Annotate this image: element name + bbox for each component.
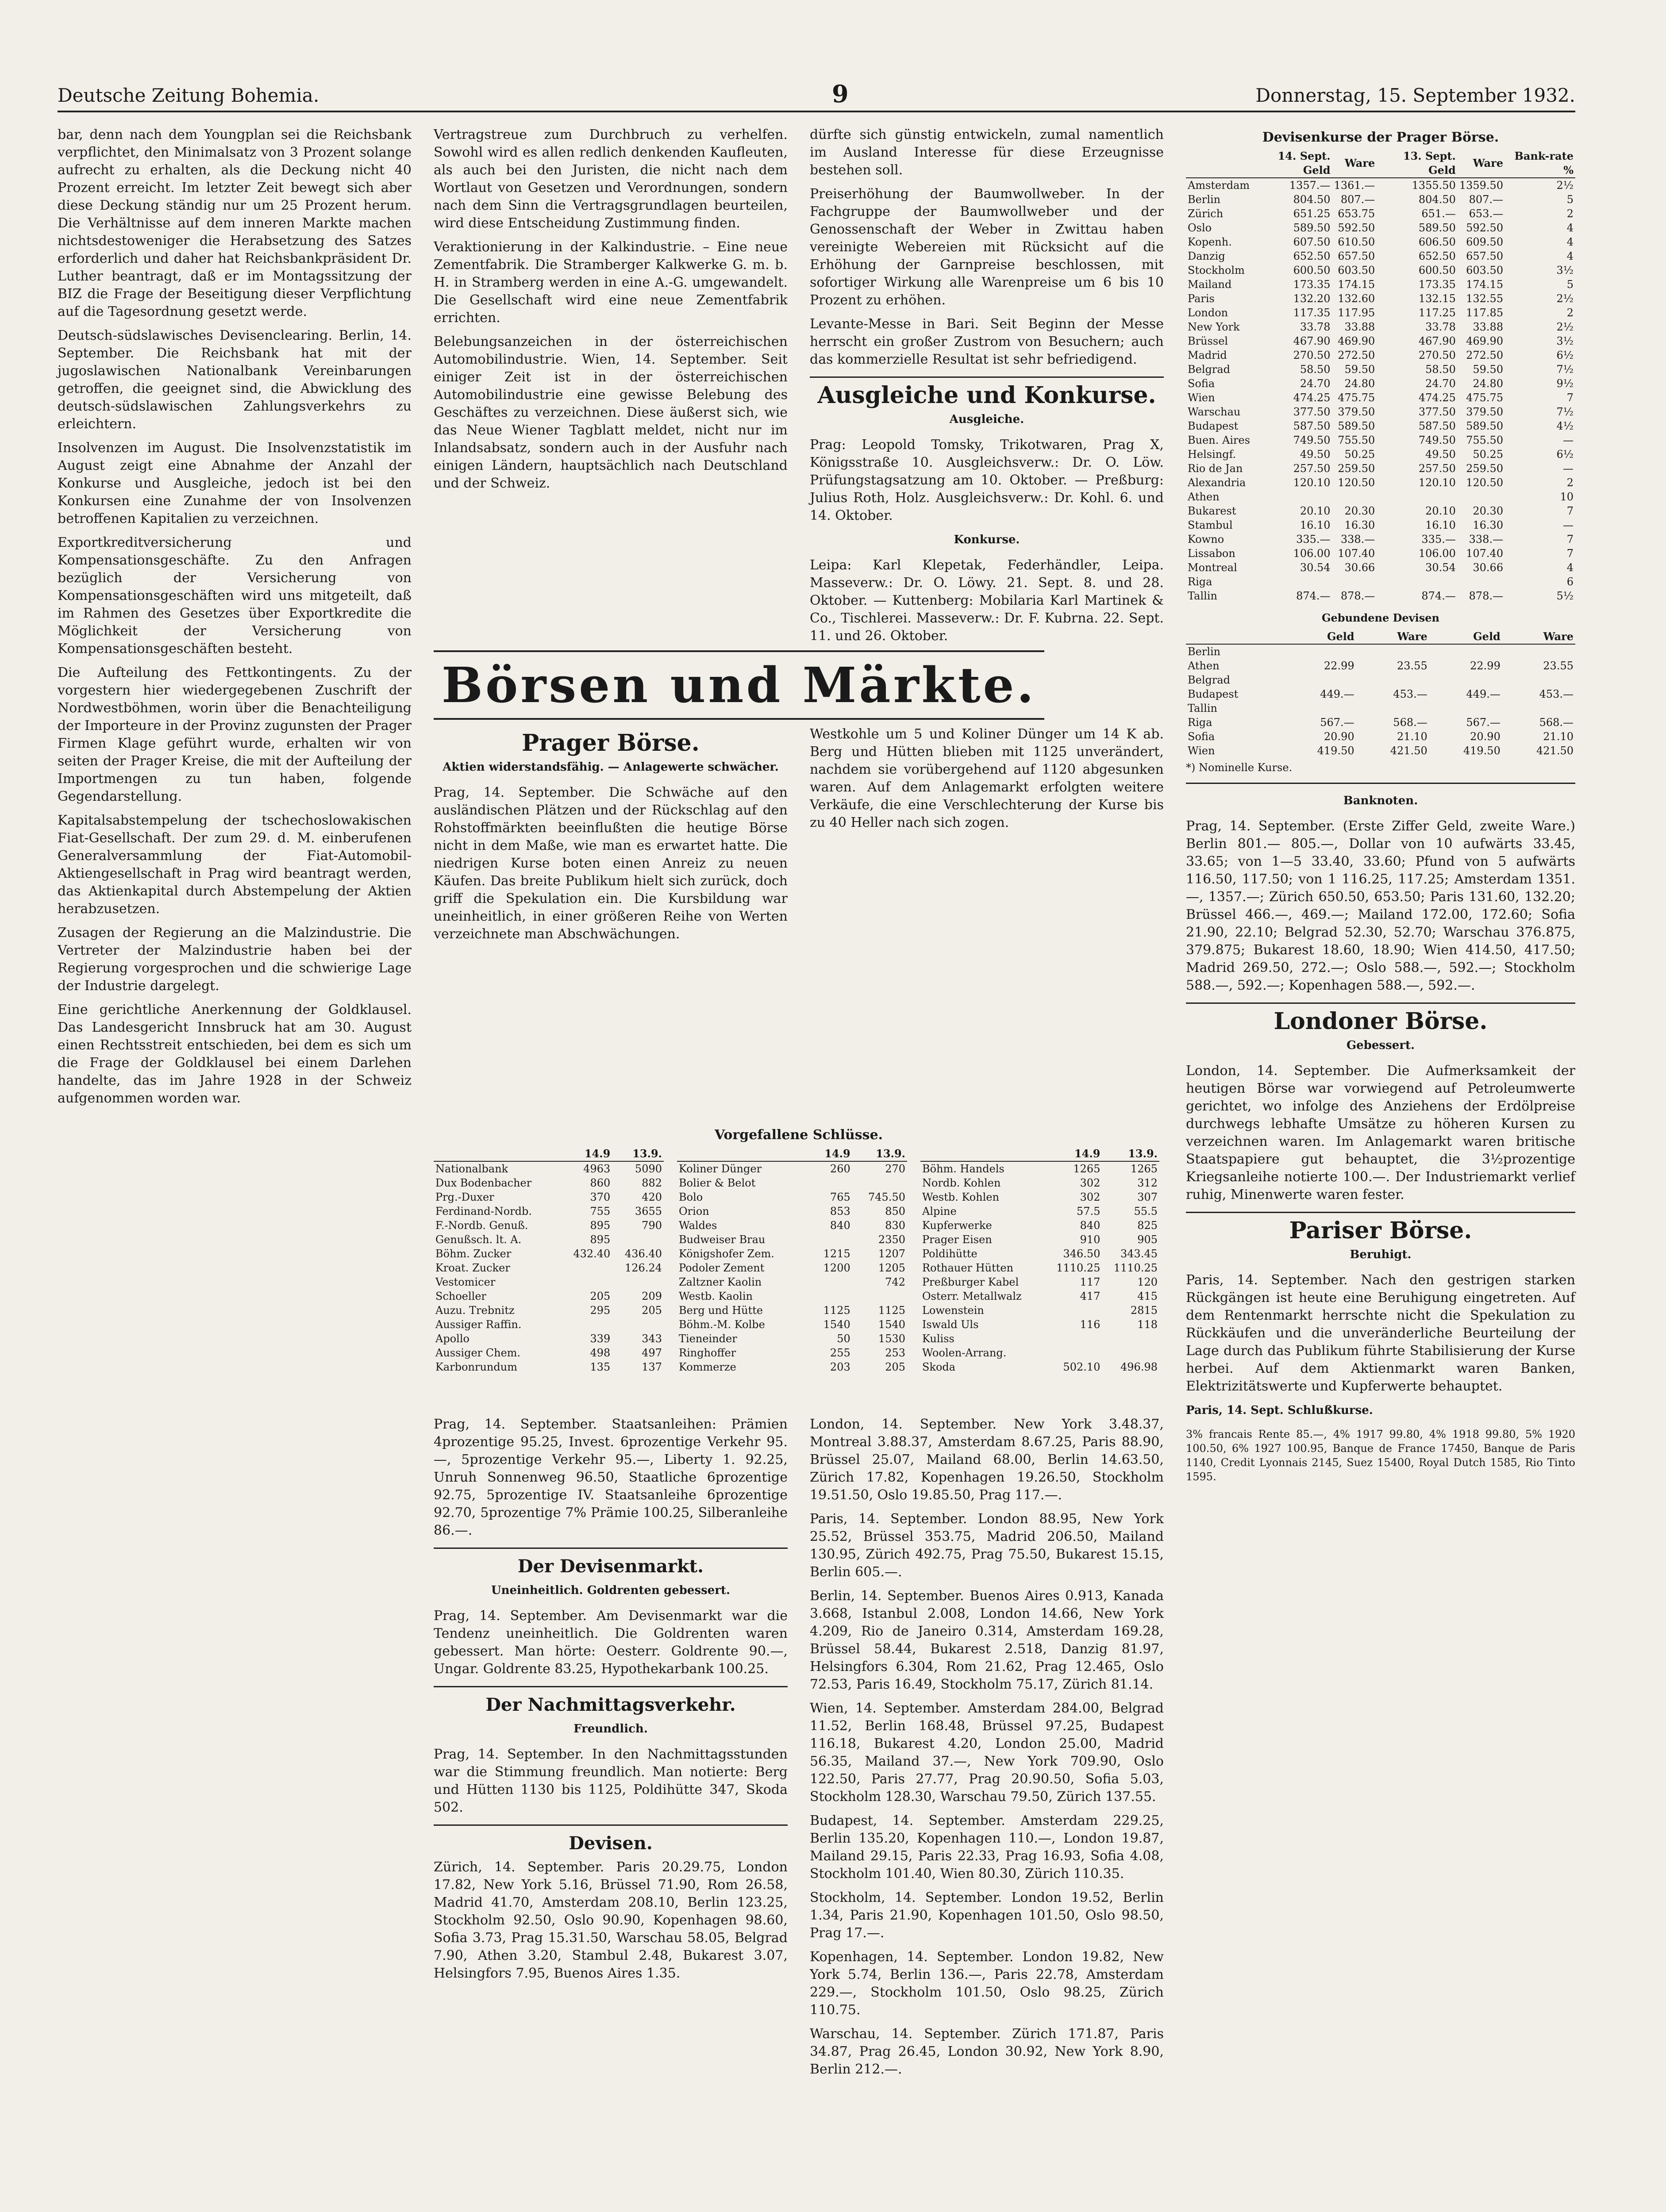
devisen-row: Belgrad 58.50 59.50 58.50 59.50 7½ [1188,363,1574,376]
schluesse-row: Böhm. Zucker 432.40 436.40 [435,1248,662,1260]
banknoten-title: Banknoten. [1343,794,1418,807]
schluesse-row: Kroat. Zucker 126.24 [435,1262,662,1274]
schluesse-row: Westb. Kohlen 302 307 [922,1191,1158,1203]
city-report: London, 14. September. New York 3.48.37, Montreal 3.88.37, Amsterdam 8.67.25, Paris 88.90, Brüssel 25.07, Mailand 68.00, Berlin 14.63.50, Zürich 17.82, Kopenhagen 19.26.50, Stockholm 19.51.50, Oslo 19.85.50, Prag 117.—. [810,1417,1164,1503]
ausgleiche-body: Prag: Leopold Tomsky, Trikotwaren, Prag X, Königsstraße 10. Ausgleichsverw.: Dr. O. Löw. Prüfungstagsatzung am 10. Oktober. — Preßburg: Julius Roth, Holz. Ausgleichsverw.: Dr. Kohl. 6. und 14. Oktober. [810,437,1164,523]
devisen-row: Berlin 804.50 807.— 804.50 807.— 5 [1188,193,1574,206]
devisen-title: Devisen. [569,1833,653,1854]
ausgleiche-title: Ausgleiche und Konkurse. [817,382,1156,409]
divider [1186,1002,1575,1004]
schluesse-row: Aussiger Raffin. [435,1318,522,1331]
schluesse-row: Bolo 765 745.50 [679,1191,905,1203]
banknoten-body: Prag, 14. September. (Erste Ziffer Geld, zweite Ware.) Berlin 801.— 805.—, Dollar von 10 aufwärts 33.45, 33.65; von 1—5 33.40, 33.60; Pfund von 5 aufwärts 116.50, 117.50; von 1 116.25, 117.25; Amsterdam 1351.—, 1357.—; Zürich 650.50, 653.50; Paris 131.60, 132.20; Brüssel 466.—, 469.—; Mailand 172.00, 172.60; Sofia 21.90, 22.10; Belgrad 52.30, 52.70; Warschau 376.875, 379.875; Bukarest 18.60, 18.90; Wien 414.50, 417.50; Madrid 269.50, 272.—; Oslo 588.—, 592.—; Stockholm 588.—, 592.—; Kopenhagen 588.—, 592.—. [1186,818,1575,993]
schluesse-row: Zaltzner Kaolin 742 [679,1276,905,1288]
schluesse-row: Budweiser Brau 2350 [679,1233,905,1246]
gebundene-row: Sofia 20.90 21.10 20.90 21.10 [1188,730,1574,743]
article: bar, denn nach dem Youngplan sei die Reichsbank verpflichtet, den Minimalsatz von 3 Prozent solange aufrecht zu erhalten, als die Deckung nicht 40 Prozent erreicht. Im letzter Zeit bewegt sich aber diese Deckung ständig nur um 25 Prozent herum. Die Verhältnisse auf dem inneren Markte machen nichtsdestoweniger die Herabsetzung des Satzes erforderlich und daher hat Reichsbankpräsident Dr. Luther beantragt, daß er im Montagssitzung der BIZ die Frage der Beseitigung dieser Verpflichtung auf die Tagesordnung gesetzt werde. [58,127,412,319]
devisen-row: Mailand 173.35 174.15 173.35 174.15 5 [1188,278,1574,291]
prager-boerse-cont [810,726,1164,838]
devisen-row: Athen 10 [1188,491,1574,503]
gebundene-row: Belgrad [1188,674,1231,686]
devisen-table: 14. Sept. Geld Ware 13. Sept. Geld Ware Bank-rate % Amsterdam 1357.— 1361.— 1355.50 1359.50 2½ Berlin 804.50 807.— 804.50 807.— 5 Zürich 651.25 653.75 651.— 653.— 2 Oslo 589.50 592.50 589.50 592.50 4 Kopenh. 607.50 610.50 606.50 609.50 4 Danzig 652.50 657.50 652.50 657.50 4 Stockholm 600.50 603.50 600.50 603.50 3½ Mailand 173.35 174.15 173.35 174.15 5 Paris 132.20 132.60 132.15 132.55 2½ London 117.35 117.95 117.25 117.85 2 New York 33.78 33.88 33.78 33.88 2½ Brüssel 467.90 469.90 467.90 469.90 3½ Madrid 270.50 272.50 270.50 272.50 6½ Belgrad 58.50 59.50 58.50 59.50 7½ Sofia 24.70 24.80 24.70 24.80 9½ Wien 474.25 475.75 474.25 475.75 7 Warschau 377.50 379.50 377.50 379.50 7½ Budapest 587.50 589.50 587.50 589.50 4½ Buen. Aires 749.50 755.50 749.50 755.50 — Helsingf. 49.50 50.25 49.50 50.25 6½ Rio de Jan 257.50 259.50 257.50 259.50 — Alexandria 120.10 120.50 120.10 120.50 2 Athen 10 Bukarest 20.10 20.30 20.10 20.30 7 Stambul 16.10 16.30 16.10 16.30 — Kowno 335.— 338.— 335.— 338.— 7 Lissabon 106.00 107.40 106.00 107.40 7 Montreal 30.54 30.66 30.54 30.66 4 Riga 6 Tallin 874.— 878.— 874.— 878.— 5½ [1186,149,1575,603]
devisen-row: Wien 474.25 475.75 474.25 475.75 7 [1188,392,1574,404]
schluesse-row: Iswald Uls 116 118 [922,1318,1158,1331]
schluesse-table-b: 14.9 13.9. Koliner Dünger 260 270 Bolier & Belot Bolo 765 745.50 Orion 853 850 Waldes 840 830 Budweiser Brau 2350 Königshofer Zem. 1215 1207 Podoler Zement 1200 1205 Zaltzner Kaolin 742 Westb. Kaolin Berg und Hütte 1125 1125 Böhm.-M. Kolbe 1540 1540 Tieneinder 50 1530 Ringhoffer 255 253 Kommerze 203 205 [677,1147,907,1374]
article: Belebungsanzeichen in der österreichischen Automobilindustrie. Wien, 14. September. Seit einiger Zeit ist in der österreichischen Automobilindustrie eine gewisse Belebung des Geschäftes zu verzeichnen. Diese äußerst sich, wie das Neue Wiener Tagblatt meldet, nicht nur im Inlandsabsatz, sondern auch in der Ausfuhr nach einigen Ländern, hauptsächlich nach Deutschland und der Schweiz. [434,334,788,491]
devisen-row: Bukarest 20.10 20.30 20.10 20.30 7 [1188,505,1574,517]
schluesse-row: Bolier & Belot [679,1177,756,1189]
paris-kurse: 3% francais Rente 85.—, 4% 1917 99.80, 4% 1918 99.80, 5% 1920 100.50, 6% 1927 100.95, Banque de France 17450, Banque de Paris 1140, Credit Lyonnais 2145, Suez 15400, Royal Dutch 1585, Rio Tinto 1595. [1186,1428,1575,1483]
ausgleiche-subtitle: Ausgleiche. [949,413,1024,426]
devisen-row: Amsterdam 1357.— 1361.— 1355.50 1359.50 2½ [1188,179,1574,192]
devisenmarkt-title: Der Devisenmarkt. [517,1556,704,1577]
schluesse-row: Rothauer Hütten 1110.25 1110.25 [922,1262,1158,1274]
schluesse-row: Prg.-Duxer 370 420 [435,1191,662,1203]
devisen-row: Stockholm 600.50 603.50 600.50 603.50 3½ [1188,264,1574,276]
devisen-row: Kowno 335.— 338.— 335.— 338.— 7 [1188,533,1574,545]
schluesse-row: Alpine 57.5 55.5 [922,1205,1158,1217]
devisen-table-title: Devisenkurse der Prager Börse. [1262,130,1499,145]
article: Vertragstreue zum Durchbruch zu verhelfen. Sowohl wird es allen redlich denkenden Kaufleuten, als auch bei den Juristen, die nicht nach dem Wortlaut von Gesetzen und Verordnungen, sondern nach dem Sinn die Vertragsgrundlagen beurteilen, wird diese Entscheidung Zustimmung finden. [434,127,788,231]
column-3-lower [810,1416,1164,2085]
article: Kapitalsabstempelung der tschechoslowakischen Fiat-Gesellschaft. Der zum 29. d. M. einberufenen Generalversammlung der Fiat-Automobil-Aktiengesellschaft in Prag wird beantragt werden, das Aktienkapital durch Abstempelung der Aktien herabzusetzen. [58,813,412,917]
article: dürfte sich günstig entwickeln, zumal namentlich im Ausland Interesse für diese Erzeugnisse bestehen soll. [810,127,1164,178]
gebundene-row: Berlin [1188,645,1221,658]
gebundene-row: Riga 567.— 568.— 567.— 568.— [1188,716,1574,729]
city-report: Berlin, 14. September. Buenos Aires 0.913, Kanada 3.668, Istanbul 2.008, London 14.66, New York 4.209, Rio de Janeiro 0.314, Amsterdam 169.28, Brüssel 58.44, Bukarest 2.518, Danzig 81.97, Helsingfors 6.304, Rom 21.62, Prag 12.465, Oslo 72.53, Paris 16.49, Stockholm 75.17, Zürich 81.14. [810,1588,1164,1692]
prager-subtitle: Aktien widerstandsfähig. — Anlagewerte schwächer. [442,760,779,774]
newspaper-name: Deutsche Zeitung Bohemia. [58,84,319,106]
schluesse-row: F.-Nordb. Genuß. 895 790 [435,1219,662,1232]
article: Die Aufteilung des Fettkontingents. Zu der vorgestern hier wiedergegebenen Zuschrift der Nordwestböhmen, worin über die Benachteiligung der Importeure in der Provinz zugunsten der Prager Firmen Klage geführt wurde, erhalten wir von seiten der Prager Kreise, die mit der Aufteilung der Importmengen zu tun haben, folgende Gegendarstellung. [58,665,412,804]
prager-boerse [434,726,788,949]
schluesse-row: Nordb. Kohlen 302 312 [922,1177,1158,1189]
schluesse-row: Koliner Dünger 260 270 [679,1163,905,1175]
column-1 [58,126,412,1114]
devisen-row: Danzig 652.50 657.50 652.50 657.50 4 [1188,250,1574,262]
gebundene-devisen-title: Gebundene Devisen [1322,611,1439,624]
devisen-row: New York 33.78 33.88 33.78 33.88 2½ [1188,321,1574,333]
divider [810,376,1164,378]
prager-body-2: Westkohle um 5 und Koliner Dünger um 14 K ab. Berg und Hütten blieben mit 1125 unverändert, nachdem sie vorübergehend auf 1120 abgesunken waren. Auf dem Anlagemarkt erfolgten weitere Verkäufe, die eine Verschlechterung der Kurse bis zu 40 Heller nach sich zogen. [810,726,1164,830]
article: Preiserhöhung der Baumwollweber. In der Fachgruppe der Baumwollweber und der Genossenschaft der Weber in Zwittau haben vereinigte Webereien mit Rücksicht auf die Erhöhung der Garnpreise beschlossen, mit sofortiger Wirkung alle Warenpreise um 6 bis 10 Prozent zu erhöhen. [810,186,1164,308]
schluesse-row: Poldihütte 346.50 343.45 [922,1248,1158,1260]
schluesse-row: Schoeller 205 209 [435,1290,662,1302]
schluesse [434,1124,1164,1374]
divider [1186,783,1575,784]
devisen-row: Madrid 270.50 272.50 270.50 272.50 6½ [1188,349,1574,361]
issue-date: Donnerstag, 15. September 1932. [1255,84,1575,106]
schluesse-row: Skoda 502.10 496.98 [922,1361,1158,1373]
section-title-boersen: Börsen und Märkte. [434,650,1044,720]
page-number: 9 [832,80,849,108]
prager-title: Prager Börse. [522,730,700,757]
city-report: Kopenhagen, 14. September. London 19.82, New York 5.74, Berlin 136.—, Paris 22.78, Amsterdam 229.—, Stockholm 101.50, Oslo 98.25, Zürich 110.75. [810,1949,1164,2018]
schluesse-row: Berg und Hütte 1125 1125 [679,1304,905,1317]
schluesse-row: Apollo 339 343 [435,1333,662,1345]
city-report: Wien, 14. September. Amsterdam 284.00, Belgrad 11.52, Berlin 168.48, Brüssel 97.25, Budapest 116.18, Bukarest 4.20, London 25.00, Madrid 56.35, Mailand 37.—, New York 709.90, Oslo 122.50, Paris 27.77, Prag 20.90.50, Sofia 5.03, Stockholm 128.30, Warschau 79.50, Zürich 137.55. [810,1701,1164,1805]
devisen-row: Kopenh. 607.50 610.50 606.50 609.50 4 [1188,236,1574,248]
divider [434,1824,788,1826]
london-title: Londoner Börse. [1274,1008,1488,1035]
schluesse-table-c: 14.9 13.9. Böhm. Handels 1265 1265 Nordb. Kohlen 302 312 Westb. Kohlen 302 307 Alpine 57.5 55.5 Kupferwerke 840 825 Prager Eisen 910 905 Poldihütte 346.50 343.45 Rothauer Hütten 1110.25 1110.25 Preßburger Kabel 117 120 Osterr. Metallwalz 417 415 Lowenstein 2815 Iswald Uls 116 118 Kuliss Woolen-Arrang. Skoda 502.10 496.98 [920,1147,1159,1374]
devisen-row: Riga 6 [1188,576,1574,588]
schluesse-row: Kommerze 203 205 [679,1361,905,1373]
prager-body: Prag, 14. September. Die Schwäche auf den ausländischen Plätzen und der Rückschlag auf den Rohstoffmärkten beeinflußten die heutige Börse nicht in dem Maße, wie man es erwartet hatte. Die niedrigen Kurse boten einen Anreiz zu neuen Käufen. Das breite Publikum hielt sich zurück, doch griff die Spekulation ein. Die Kursbildung war uneinheitlich, in einer größeren Reihe von Werten verzeichnete man Abschwächungen. [434,785,788,942]
schluesse-row: Nationalbank 4963 5090 [435,1163,662,1175]
devisen-row: Stambul 16.10 16.30 16.10 16.30 — [1188,519,1574,531]
devisen-row: Montreal 30.54 30.66 30.54 30.66 4 [1188,561,1574,574]
schluesse-row: Dux Bodenbacher 860 882 [435,1177,662,1189]
devisen-row: London 117.35 117.95 117.25 117.85 2 [1188,307,1574,319]
schluesse-row: Auzu. Trebnitz 295 205 [435,1304,662,1317]
nachmittag-subtitle: Freundlich. [573,1722,648,1736]
paris-title: Pariser Börse. [1289,1217,1472,1244]
schluesse-row: Genußsch. lt. A. 895 [435,1233,611,1246]
schluesse-row: Orion 853 850 [679,1205,905,1217]
article: Levante-Messe in Bari. Seit Beginn der Messe herrscht ein großer Zustrom von Besuchern; auch das kommerzielle Resultat ist sehr befriedigend. [810,316,1164,367]
gebundene-row: Budapest 449.— 453.— 449.— 453.— [1188,688,1574,700]
devisen-row: Paris 132.20 132.60 132.15 132.55 2½ [1188,292,1574,305]
london-body: London, 14. September. Die Aufmerksamkeit der heutigen Börse war vorwiegend auf Petroleumwerte gerichtet, wo infolge des Anziehens der Erdölpreise durchwegs lebhafte Umsätze zu höheren Kursen zu verzeichnen waren. Im Anlagemarkt waren britische Staatspapiere gut behauptet, die 3½prozentige Kriegsanleihe notierte 100.—. Der Industriemarkt verlief ruhig, Minenwerte waren fester. [1186,1063,1575,1202]
schluesse-row: Tieneinder 50 1530 [679,1333,905,1345]
schluesse-row: Westb. Kaolin [679,1290,753,1302]
konkurse-subtitle: Konkurse. [954,533,1020,546]
schluesse-row: Ferdinand-Nordb. 755 3655 [435,1205,662,1217]
article: Zusagen der Regierung an die Malzindustrie. Die Vertreter der Malzindustrie haben bei der Regierung vorgesprochen und die schwierige Lage der Industrie dargelegt. [58,925,412,994]
devisen-row: Lissabon 106.00 107.40 106.00 107.40 7 [1188,547,1574,560]
london-subtitle: Gebessert. [1346,1039,1415,1052]
city-report: Warschau, 14. September. Zürich 171.87, Paris 34.87, Prag 26.45, London 30.92, New York 8.90, Berlin 212.—. [810,2026,1164,2077]
devisen-row: Brüssel 467.90 469.90 467.90 469.90 3½ [1188,335,1574,347]
schluesse-row: Kuliss [922,1333,954,1345]
devisen-row: Rio de Jan 257.50 259.50 257.50 259.50 — [1188,462,1574,475]
devisen-body: Zürich, 14. September. Paris 20.29.75, London 17.82, New York 5.16, Brüssel 71.90, Rom 26.58, Madrid 41.70, Amsterdam 208.10, Berlin 123.25, Stockholm 92.50, Oslo 90.90, Kopenhagen 98.60, Sofia 3.73, Prag 15.31.50, Warschau 58.05, Belgrad 7.90, Athen 3.20, Stambul 2.48, Bukarest 3.07, Helsingfors 7.95, Buenos Aires 1.35. [434,1859,788,1981]
gebundene-devisen-table: Geld Ware Geld Ware Berlin Athen 22.99 23.55 22.99 23.55 Belgrad Budapest 449.— 453.— 449.— 453.— Tallin Riga 567.— 568.— 567.— 568.— Sofia 20.90 21.10 20.90 21.10 Wien 419.50 421.50 419.50 421.50 [1186,630,1575,758]
devisen-row: Tallin 874.— 878.— 874.— 878.— 5½ [1188,590,1574,602]
column-3 [810,126,1164,651]
column-4 [1186,126,1575,1490]
city-report: Budapest, 14. September. Amsterdam 229.25, Berlin 135.20, Kopenhagen 110.—, London 19.87, Mailand 29.15, Paris 22.33, Prag 16.93, Sofia 4.08, Stockholm 101.40, Wien 80.30, Zürich 110.35. [810,1813,1164,1882]
devisen-row: Buen. Aires 749.50 755.50 749.50 755.50 — [1188,434,1574,446]
page-header [58,75,1575,112]
paris-kurse-title: Paris, 14. Sept. Schlußkurse. [1186,1404,1373,1417]
city-report: Stockholm, 14. September. London 19.52, Berlin 1.34, Paris 21.90, Kopenhagen 101.50, Oslo 98.50, Prag 17.—. [810,1890,1164,1941]
gebundene-row: Athen 22.99 23.55 22.99 23.55 [1188,660,1574,672]
schluesse-row: Karbonrundum 135 137 [435,1361,662,1373]
article: Insolvenzen im August. Die Insolvenzstatistik im August zeigt eine Abnahme der Anzahl der Konkurse und Ausgleiche, jedoch ist bei den Konkursen eine Zunahme der von Insolvenzen betroffenen Kapitalien zu verzeichnen. [58,440,412,526]
article: Deutsch-südslawisches Devisenclearing. Berlin, 14. September. Die Reichsbank hat mit der jugoslawischen Nationalbank Vereinbarungen getroffen, die geeignet sind, die Abwicklung des deutsch-südslawischen Zahlungsverkehrs zu erleichtern. [58,328,412,432]
devisen-row: Zürich 651.25 653.75 651.— 653.— 2 [1188,207,1574,220]
devisenmarkt-body: Prag, 14. September. Am Devisenmarkt war die Tendenz uneinheitlich. Die Goldrenten waren gebessert. Man hörte: Oesterr. Goldrente 90.—, Ungar. Goldrente 83.25, Hypothekarbank 100.25. [434,1608,788,1677]
schluesse-row: Böhm.-M. Kolbe 1540 1540 [679,1318,905,1331]
schluesse-row: Ringhoffer 255 253 [679,1347,905,1359]
article: Veraktionierung in der Kalkindustrie. – Eine neue Zementfabrik. Die Stramberger Kalkwerke G. m. b. H. in Stramberg werden in eine A.-G. umgewandelt. Die Gesellschaft wird eine neue Zementfabrik errichten. [434,239,788,326]
schluesse-row: Aussiger Chem. 498 497 [435,1347,662,1359]
devisen-row: Warschau 377.50 379.50 377.50 379.50 7½ [1188,406,1574,418]
schluesse-row: Königshofer Zem. 1215 1207 [679,1248,905,1260]
schluesse-row: Kupferwerke 840 825 [922,1219,1158,1232]
schluesse-row: Podoler Zement 1200 1205 [679,1262,905,1274]
schluesse-title: Vorgefallene Schlüsse. [714,1127,883,1143]
article: Exportkreditversicherung und Kompensationsgeschäfte. Zu den Anfragen bezüglich der Versicherung von Kompensationsgeschäften wird uns mitgeteilt, daß im Rahmen des Gesetzes über Exportkredite die Möglichkeit der Versicherung von Kompensationsgeschäften besteht. [58,535,412,657]
konkurse-body: Leipa: Karl Klepetak, Federhändler, Leipa. Masseverw.: Dr. O. Löwy. 21. Sept. 8. und 28. Oktober. — Kuttenberg: Mobilaria Karl Martinek & Co., Tischlerei. Masseverw.: Dr. F. Kubrna. 22. Sept. 11. und 26. Oktober. [810,557,1164,644]
devisen-row: Helsingf. 49.50 50.25 49.50 50.25 6½ [1188,448,1574,461]
divider [434,1548,788,1549]
schluesse-row: Böhm. Handels 1265 1265 [922,1163,1158,1175]
devisen-row: Alexandria 120.10 120.50 120.10 120.50 2 [1188,476,1574,489]
schluesse-row: Waldes 840 830 [679,1219,905,1232]
nachmittag-body: Prag, 14. September. In den Nachmittagsstunden war die Stimmung freundlich. Man notierte: Berg und Hütten 1130 bis 1125, Poldihütte 347, Skoda 502. [434,1747,788,1815]
divider [434,1686,788,1687]
nachmittag-title: Der Nachmittagsverkehr. [485,1694,736,1715]
staatsanleihen: Prag, 14. September. Staatsanleihen: Prämien 4prozentige 95.25, Invest. 6prozentige Verkehr 95.—, 5prozentige Verkehr 95.—, Liberty 1. 92.25, Unruh Sonnenweg 96.50, Staatliche 6prozentige 92.75, 5prozentige IV. Staatsanleihe 6prozentige 92.70, 5prozentige 7% Prämie 100.25, Silberanleihe 86.—. [434,1417,788,1538]
schluesse-row: Vestomicer [435,1276,496,1288]
schluesse-table-a: 14.9 13.9. Nationalbank 4963 5090 Dux Bodenbacher 860 882 Prg.-Duxer 370 420 Ferdinand-Nordb. 755 3655 F.-Nordb. Genuß. 895 790 Genußsch. lt. A. 895 Böhm. Zucker 432.40 436.40 Kroat. Zucker 126.24 Vestomicer Schoeller 205 209 Auzu. Trebnitz 295 205 Aussiger Raffin. Apollo 339 343 Aussiger Chem. 498 497 Karbonrundum 135 137 [434,1147,664,1374]
devisen-row: Budapest 587.50 589.50 587.50 589.50 4½ [1188,420,1574,432]
footnote: *) Nominelle Kurse. [1186,761,1293,774]
article: Eine gerichtliche Anerkennung der Goldklausel. Das Landesgericht Innsbruck hat am 30. August einen Rechtsstreit entschieden, bei dem es sich um die Frage der Goldklausel bei einem Darlehen handelte, das im Jahre 1928 in der Schweiz aufgenommen worden war. [58,1002,412,1106]
schluesse-row: Preßburger Kabel 117 120 [922,1276,1158,1288]
gebundene-row: Wien 419.50 421.50 419.50 421.50 [1188,745,1574,757]
schluesse-row: Prager Eisen 910 905 [922,1233,1158,1246]
city-report: Paris, 14. September. London 88.95, New York 25.52, Brüssel 353.75, Madrid 206.50, Mailand 130.95, Zürich 492.75, Prag 75.50, Bukarest 15.15, Berlin 605.—. [810,1511,1164,1580]
schluesse-row: Lowenstein 2815 [922,1304,1158,1317]
gebundene-row: Tallin [1188,702,1217,714]
schluesse-row: Osterr. Metallwalz 417 415 [922,1290,1158,1302]
paris-body: Paris, 14. September. Nach den gestrigen starken Rückgängen ist heute eine Beruhigung eingetreten. Auf dem Rentenmarkt herrschte nicht die Spekulation zu Rückkäufen und die unveränderliche Beurteilung der Lage durch das Publikum führte Stabilisierung der Kurse herbei. Auf dem Aktienmarkt waren Banken, Elektrizitätswerte und Kupferwerte behauptet. [1186,1272,1575,1394]
devisenmarkt-subtitle: Uneinheitlich. Goldrenten gebessert. [491,1584,731,1597]
divider [1186,1212,1575,1213]
paris-subtitle: Beruhigt. [1350,1248,1412,1261]
devisen-row: Sofia 24.70 24.80 24.70 24.80 9½ [1188,377,1574,390]
column-2 [434,126,788,499]
schluesse-row: Woolen-Arrang. [922,1347,1007,1359]
column-2-lower [434,1416,788,1989]
devisen-row: Oslo 589.50 592.50 589.50 592.50 4 [1188,222,1574,234]
